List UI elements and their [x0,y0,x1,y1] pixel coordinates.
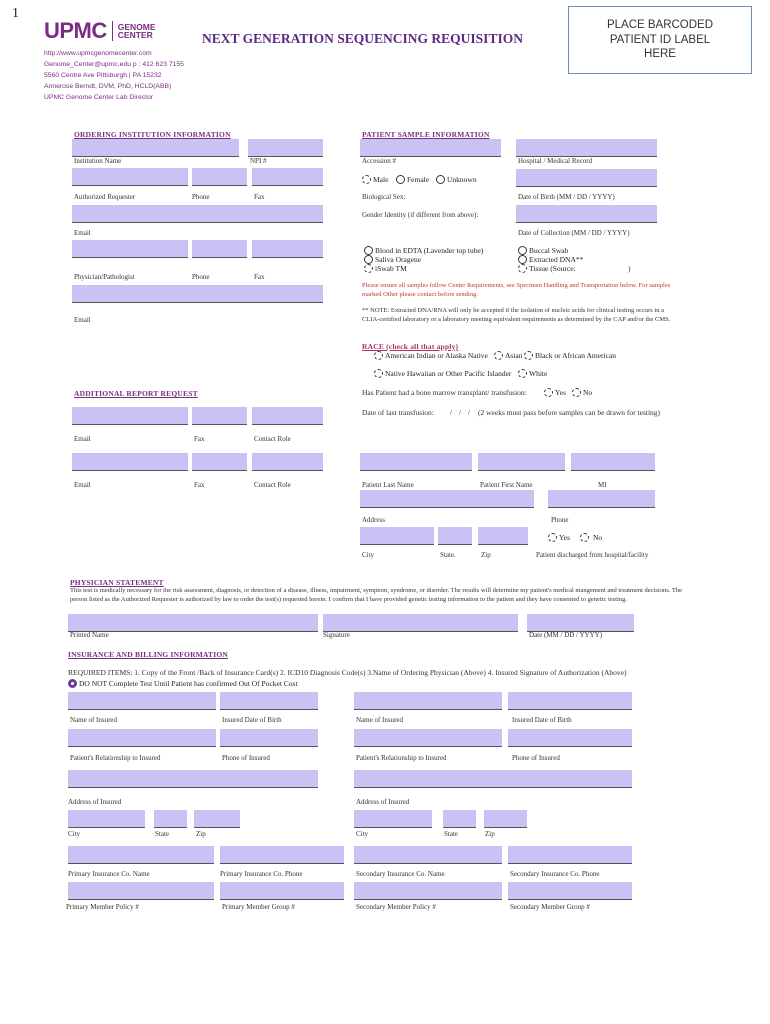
dob-label: Date of Birth (MM / DD / YYYY) [518,193,615,201]
contact-block [44,48,184,103]
sample-tissue-label: Tissue (Source: [529,263,576,273]
transplant-yes-label: Yes [555,387,566,397]
insured-dob-label-2: Insured Date of Birth [512,716,572,724]
insured-phone-label-2: Phone of Insured [512,754,560,762]
primary-group-label: Primary Member Group # [222,903,295,911]
sample-tissue-option[interactable] [518,264,576,273]
primary-group-field[interactable] [220,882,344,900]
signature-field[interactable] [323,614,518,632]
ordering-section-title: ORDERING INSTITUTION INFORMATION [74,130,231,139]
primary-policy-field[interactable] [68,882,214,900]
logo-divider [112,21,113,41]
race-title: RACE (check all that apply) [362,342,459,351]
logo-sub [118,23,156,40]
insured-name-label-1: Name of Insured [70,716,118,724]
secondary-ins-name-field[interactable] [354,846,502,864]
contact-email-phone[interactable]: Genome_Center@upmc.edu p : 412 623 7155 [44,61,184,68]
dna-note: ** NOTE: Extracted DNA/RNA will only be accepted if the isolation of nucleic acids for clinical testing occurs in a CLIA-certified laboratory or a laboratory meeting equivalent requirements as determined by the CAP and/or the CMS. [362,307,671,323]
insured-dob-label-1: Insured Date of Birth [222,716,282,724]
patient-city-label: City [362,551,375,559]
sample-saliva-radio[interactable] [364,255,373,264]
race-white-label: White [529,368,548,378]
report-email-label-1: Email [74,435,91,443]
race-asian-label: Asian [505,350,523,360]
requester-phone-field[interactable] [192,168,247,186]
printed-name-field[interactable] [68,614,318,632]
physician-email-label: Email [74,316,91,324]
physician-phone-field[interactable] [192,240,247,258]
discharged-yes-label: Yes [559,532,570,542]
contact-director: Annerose Berndt, DVM, PhD, HCLD(ABB) [44,83,172,90]
insured-city-field-1[interactable] [68,810,145,828]
page-title: NEXT GENERATION SEQUENCING REQUISITION [202,31,523,46]
npi-label: NPI # [250,157,267,165]
transplant-yes-radio[interactable] [544,388,553,397]
insured-name-field-1[interactable] [68,692,216,710]
insured-state-field-2[interactable] [443,810,476,828]
discharged-no-label: No [593,532,603,542]
relationship-label-2: Patient's Relationship to Insured [356,754,447,762]
report-email-field-1[interactable] [72,407,188,425]
sample-dna-radio[interactable] [518,255,527,264]
logo-sub-2: CENTER [117,30,153,40]
insured-city-label-1: City [68,830,81,838]
insured-address-field-1[interactable] [68,770,318,788]
logo-sub-1: GENOME [117,21,156,32]
secondary-ins-phone-label: Secondary Insurance Co. Phone [510,870,600,878]
last-transfusion-label: Date of last transfusion: [362,408,434,417]
insurance-required-items: REQUIRED ITEMS: 1. Copy of the Front /Back of Insurance Card(s) 2. ICD10 Diagnosis Code(s) 3.Name of Ordering Physician (Above) 4. Insured Signature of Authorization (Above) [68,668,627,677]
insured-address-label-1: Address of Insured [68,798,122,806]
barcode-label-box [568,6,752,74]
discharged-no-radio[interactable] [580,533,589,542]
discharged-yes-option[interactable] [548,533,570,542]
sample-saliva-label: Saliva Oragene [375,254,422,264]
report-role-label-2: Contact Role [254,481,291,489]
insured-address-field-2[interactable] [354,770,632,788]
patient-address-label: Address [362,516,385,524]
primary-ins-name-field[interactable] [68,846,214,864]
gender-identity-field[interactable] [516,205,657,223]
patient-first-name-field[interactable] [478,453,565,471]
race-american-indian-radio[interactable] [374,351,383,360]
do-not-complete-label: DO NOT Complete Test Until Patient has confirmed Out Of Pocket Cost [79,678,298,688]
patient-last-name-field[interactable] [360,453,472,471]
upmc-logo [44,18,156,44]
physician-phone-label: Phone [192,273,210,281]
barcode-label-text: PLACE BARCODED PATIENT ID LABEL HERE [606,19,714,61]
date-collection-label: Date of Collection (MM / DD / YYYY) [518,229,630,237]
sample-notice: Please ensure all samples follow Center Requirements, see Specimen Handling and Transportation below. For samples marked Other please contact before sending. [362,282,671,298]
secondary-ins-phone-field[interactable] [508,846,632,864]
report-email-label-2: Email [74,481,91,489]
secondary-policy-field[interactable] [354,882,502,900]
report-role-label-1: Contact Role [254,435,291,443]
race-white-radio[interactable] [518,369,527,378]
npi-field[interactable] [248,139,323,157]
last-transfusion-date[interactable]: / / / [450,408,471,417]
relationship-field-1[interactable] [68,729,216,747]
physician-email-field[interactable] [72,285,323,303]
patient-address-field[interactable] [360,490,534,508]
requester-phone-label: Phone [192,193,210,201]
secondary-group-field[interactable] [508,882,632,900]
sex-female-radio[interactable] [396,175,405,184]
race-white-option[interactable] [518,369,547,378]
race-asian-option[interactable] [494,351,523,360]
patient-state-field[interactable] [438,527,472,545]
sample-buccal-option[interactable] [518,246,568,255]
race-pacific-islander-label: Native Hawaiian or Other Pacific Islander [385,368,512,378]
sex-male-radio[interactable] [362,175,371,184]
sex-male-label: Male [373,174,389,184]
insured-name-field-2[interactable] [354,692,502,710]
insured-city-field-2[interactable] [354,810,432,828]
report-fax-field-1[interactable] [192,407,247,425]
insured-zip-label-1: Zip [196,830,206,838]
physician-label: Physician/Pathologist [74,273,135,281]
physician-statement-title: PHYSICIAN STATEMENT [70,578,164,587]
sample-buccal-label: Buccal Swab [529,245,569,255]
transplant-yes-option[interactable] [544,388,566,397]
transplant-no-radio[interactable] [572,388,581,397]
contact-address: 5560 Centre Ave Pittsburgh | PA 15232 [44,72,162,79]
report-role-field-1[interactable] [252,407,323,425]
transplant-no-label: No [583,387,593,397]
statement-date-field[interactable] [527,614,634,632]
sample-dna-label: Extracted DNA** [529,254,584,264]
insured-dob-field-1[interactable] [220,692,318,710]
race-pacific-islander-option[interactable] [374,369,511,378]
requester-fax-label: Fax [254,193,265,201]
gender-identity-label: Gender Identity (if different from above): [362,211,479,219]
insurance-section-title: INSURANCE AND BILLING INFORMATION [68,650,229,659]
dob-field[interactable] [516,169,657,187]
sex-female-option[interactable] [396,175,429,184]
sample-iswab-radio[interactable] [364,264,373,273]
physician-statement-text: This test is medically necessary for the risk assessment, diagnosis, or detection of a disease, illness, impairment, symptom, syndrome, or disorder. The results will determine my patient's medical mangement and treatment decisions. The person listed as the Authorized Requester is authorized by law to order the test(s) requested herein. I confirm that I have provided genetic testing information to the patient and they have consented to genetic testing. [70,587,682,603]
insured-name-label-2: Name of Insured [356,716,404,724]
secondary-group-label: Secondary Member Group # [510,903,590,911]
sample-blood-label: Blood in EDTA (Lavender top tube) [375,245,484,255]
race-black-radio[interactable] [524,351,533,360]
patient-phone-field[interactable] [548,490,655,508]
contact-director-title: UPMC Genome Center Lab Director [44,94,154,101]
requester-email-label: Email [74,229,91,237]
biological-sex-label: Biological Sex: [362,193,406,201]
institution-name-label: Institution Name [74,157,122,165]
insured-address-label-2: Address of Insured [356,798,410,806]
printed-name-label: Printed Name [70,631,109,639]
physician-fax-label: Fax [254,273,265,281]
sample-buccal-radio[interactable] [518,246,527,255]
primary-ins-phone-field[interactable] [220,846,344,864]
requester-fax-field[interactable] [252,168,323,186]
primary-policy-label: Primary Member Policy # [66,903,139,911]
transplant-no-option[interactable] [572,388,592,397]
insured-state-field-1[interactable] [154,810,187,828]
sample-blood-radio[interactable] [364,246,373,255]
sex-male-option[interactable] [362,175,388,184]
physician-fax-field[interactable] [252,240,323,258]
insured-dob-field-2[interactable] [508,692,632,710]
secondary-policy-label: Secondary Member Policy # [356,903,436,911]
sample-iswab-label: iSwab TM [375,263,407,273]
report-fax-label-2: Fax [194,481,205,489]
sex-unknown-label: Unknown [447,174,477,184]
signature-label: Signature [323,631,350,639]
patient-sample-section-title: PATIENT SAMPLE INFORMATION [362,130,490,139]
insured-phone-label-1: Phone of Insured [222,754,270,762]
report-role-field-2[interactable] [252,453,323,471]
patient-first-name-label: Patient First Name [480,481,533,489]
transplant-question: Has Patient had a bone marrow transplant/ transfusion: [362,388,527,397]
authorized-requester-field[interactable] [72,168,188,186]
patient-mi-label: MI [598,481,607,489]
do-not-complete-option[interactable] [68,679,298,688]
patient-phone-label: Phone [551,516,569,524]
patient-zip-field[interactable] [478,527,528,545]
statement-date-label: Date (MM / DD / YYYY) [529,631,603,639]
logo-word: UPMC [44,18,107,43]
sample-blood-option[interactable] [364,246,483,255]
sample-saliva-option[interactable] [364,255,421,264]
accession-label: Accession # [362,157,397,165]
sex-unknown-option[interactable] [436,175,477,184]
race-american-indian-label: American Indian or Alaska Native [385,350,488,360]
sex-unknown-radio[interactable] [436,175,445,184]
transfusion-note: (2 weeks must pass before samples can be drawn for testing) [478,408,661,417]
report-fax-label-1: Fax [194,435,205,443]
race-pacific-islander-radio[interactable] [374,369,383,378]
patient-last-name-label: Patient Last Name [362,481,414,489]
contact-website[interactable]: http://www.upmcgenomecenter.com [44,50,152,57]
patient-mi-field[interactable] [571,453,655,471]
patient-zip-label: Zip [481,551,491,559]
relationship-field-2[interactable] [354,729,502,747]
institution-name-field[interactable] [72,139,239,157]
page-number: 1 [12,6,19,21]
primary-ins-name-label: Primary Insurance Co. Name [68,870,150,878]
race-black-label: Black or African American [535,350,617,360]
insured-phone-field-2[interactable] [508,729,632,747]
hospital-record-field[interactable] [516,139,657,157]
do-not-complete-radio[interactable] [68,679,77,688]
sex-female-label: Female [407,174,430,184]
insured-zip-field-2[interactable] [484,810,527,828]
insured-zip-label-2: Zip [485,830,495,838]
additional-report-title: ADDITIONAL REPORT REQUEST [74,389,198,398]
race-black-option[interactable] [524,351,616,360]
primary-ins-phone-label: Primary Insurance Co. Phone [220,870,303,878]
authorized-requester-label: Authorized Requester [74,193,136,201]
sample-tissue-radio[interactable] [518,264,527,273]
race-american-indian-option[interactable] [374,351,488,360]
discharged-yes-radio[interactable] [548,533,557,542]
relationship-label-1: Patient's Relationship to Insured [70,754,161,762]
insured-state-label-1: State [155,830,169,838]
accession-field[interactable] [360,139,501,157]
patient-state-label: State. [440,551,456,559]
secondary-ins-name-label: Secondary Insurance Co. Name [356,870,445,878]
requester-email-field[interactable] [72,205,323,223]
report-email-field-2[interactable] [72,453,188,471]
discharged-no-option[interactable] [580,533,602,542]
sample-iswab-option[interactable] [364,264,407,273]
insured-city-label-2: City [356,830,369,838]
tissue-close-paren: ) [628,264,631,273]
insured-state-label-2: State [444,830,458,838]
hospital-record-label: Hospital / Medical Record [518,157,593,165]
race-asian-radio[interactable] [494,351,503,360]
insured-zip-field-1[interactable] [194,810,240,828]
sample-dna-option[interactable] [518,255,583,264]
report-fax-field-2[interactable] [192,453,247,471]
discharged-label: Patient discharged from hospital/facility [536,551,649,559]
patient-city-field[interactable] [360,527,434,545]
insured-phone-field-1[interactable] [220,729,318,747]
physician-field[interactable] [72,240,188,258]
